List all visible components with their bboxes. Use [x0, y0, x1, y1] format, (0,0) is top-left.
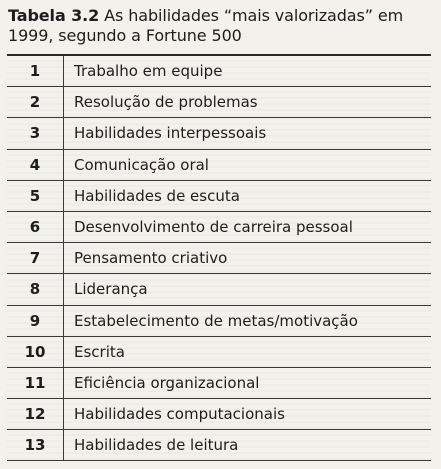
rank-cell: 10 — [7, 337, 64, 367]
rank-cell: 2 — [7, 87, 64, 117]
rank-cell: 13 — [7, 430, 64, 460]
table-row — [7, 87, 431, 118]
rank-cell: 8 — [7, 274, 64, 304]
table-row — [7, 150, 431, 181]
table-row — [7, 243, 431, 274]
rank-cell: 3 — [7, 118, 64, 148]
rank-cell: 5 — [7, 181, 64, 211]
table-caption — [8, 6, 434, 46]
skill-cell: Habilidades interpessoais — [74, 124, 267, 143]
skill-cell: Liderança — [74, 280, 148, 299]
rank-cell: 1 — [7, 56, 64, 86]
skill-cell: Resolução de problemas — [74, 93, 258, 112]
rank-cell: 9 — [7, 306, 64, 336]
table-title: As habilidades “mais valorizadas” em 1999, segundo a Fortune 500 — [8, 6, 404, 45]
table-row — [7, 430, 431, 461]
table-row — [7, 56, 431, 87]
table-row — [7, 274, 431, 305]
rank-cell: 4 — [7, 150, 64, 180]
table-number: Tabela 3.2 — [8, 6, 100, 25]
table-row — [7, 399, 431, 430]
rank-cell: 11 — [7, 368, 64, 398]
table-row — [7, 181, 431, 212]
rank-cell: 7 — [7, 243, 64, 273]
table-row — [7, 337, 431, 368]
rank-cell: 6 — [7, 212, 64, 242]
table-row — [7, 118, 431, 149]
skill-cell: Eficiência organizacional — [74, 373, 260, 392]
skill-cell: Habilidades de leitura — [74, 436, 239, 455]
skills-table — [7, 54, 431, 461]
table-row — [7, 368, 431, 399]
table-row — [7, 212, 431, 243]
skill-cell: Trabalho em equipe — [74, 62, 223, 81]
skill-cell: Estabelecimento de metas/motivação — [74, 311, 358, 330]
skill-cell: Pensamento criativo — [74, 249, 228, 268]
skill-cell: Desenvolvimento de carreira pessoal — [74, 218, 353, 237]
skill-cell: Habilidades de escuta — [74, 186, 240, 205]
rank-cell: 12 — [7, 399, 64, 429]
skill-cell: Comunicação oral — [74, 155, 209, 174]
skill-cell: Habilidades computacionais — [74, 405, 285, 424]
table-row — [7, 306, 431, 337]
skill-cell: Escrita — [74, 342, 125, 361]
